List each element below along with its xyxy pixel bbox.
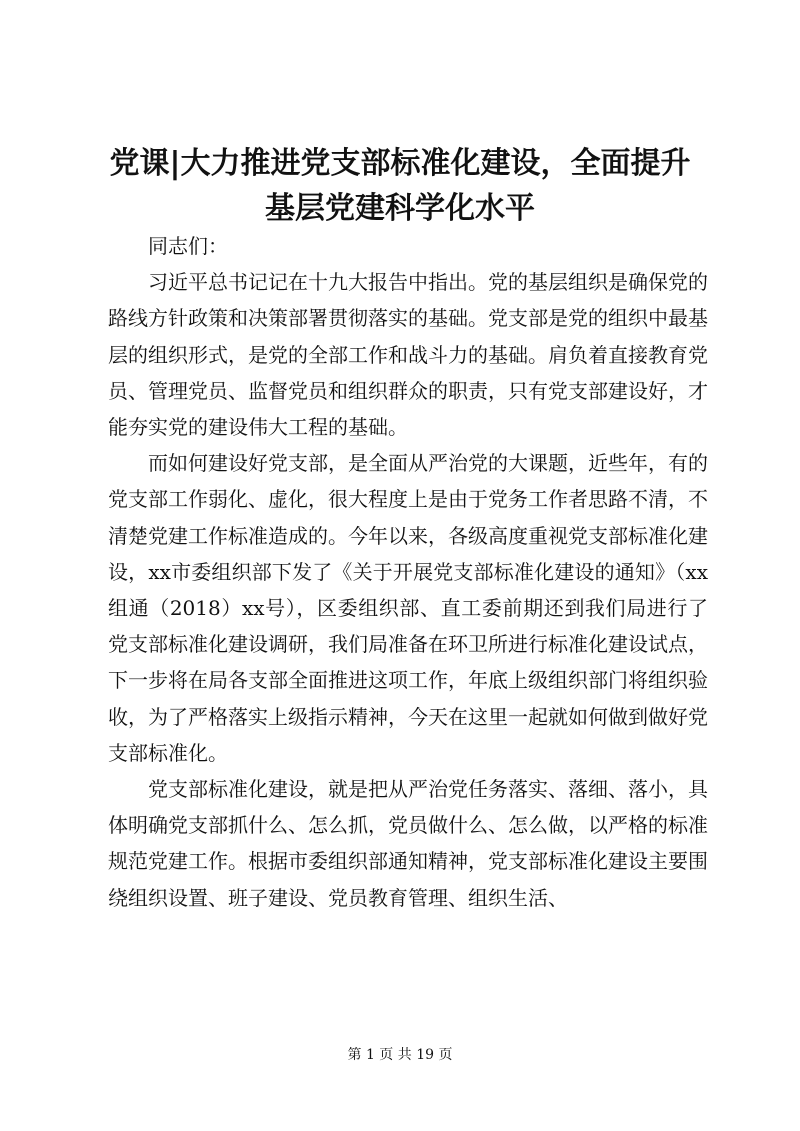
document-title-line-2: 基层党建科学化水平 [265,191,535,226]
document-body [108,228,708,916]
document-title-line-1: 党课|大力推进党支部标准化建设，全面提升 [109,146,691,181]
salutation: 同志们： [148,234,228,258]
paragraph: 党支部标准化建设，就是把从严治党任务落实、落细、落小，具体明确党支部抓什么、怎么抓，党员做什么、怎么做，以严格的标准规范党建工作。根据市委组织部通知精神，党支部标准化建设主要围绕组织设置、班子建设、党员教育管理、组织生活、 [108,777,708,910]
paragraph: 而如何建设好党支部，是全面从严治党的大课题，近些年，有的党支部工作弱化、虚化，很大程度上是由于党务工作者思路不清，不清楚党建工作标准造成的。今年以来，各级高度重视党支部标准化建设，xx市委组织部下发了《关于开展党支部标准化建设的通知》（xx组通（2018）xx号），区委组织部、直工委前期还到我们局进行了党支部标准化建设调研，我们局准备在环卫所进行标准化建设试点，下一步将在局各支部全面推进这项工作，年底上级组织部门将组织验收，为了严格落实上级指示精神，今天在这里一起就如何做到做好党支部标准化。 [108,451,708,765]
paragraph: 习近平总书记记在十九大报告中指出。党的基层组织是确保党的路线方针政策和决策部署贯彻落实的基础。党支部是党的组织中最基层的组织形式，是党的全部工作和战斗力的基础。肩负着直接教育党员、管理党员、监督党员和组织群众的职责，只有党支部建设好，才能夯实党的建设伟大工程的基础。 [108,270,708,440]
page-number-footer: 第 1 页 共 19 页 [347,1047,453,1063]
